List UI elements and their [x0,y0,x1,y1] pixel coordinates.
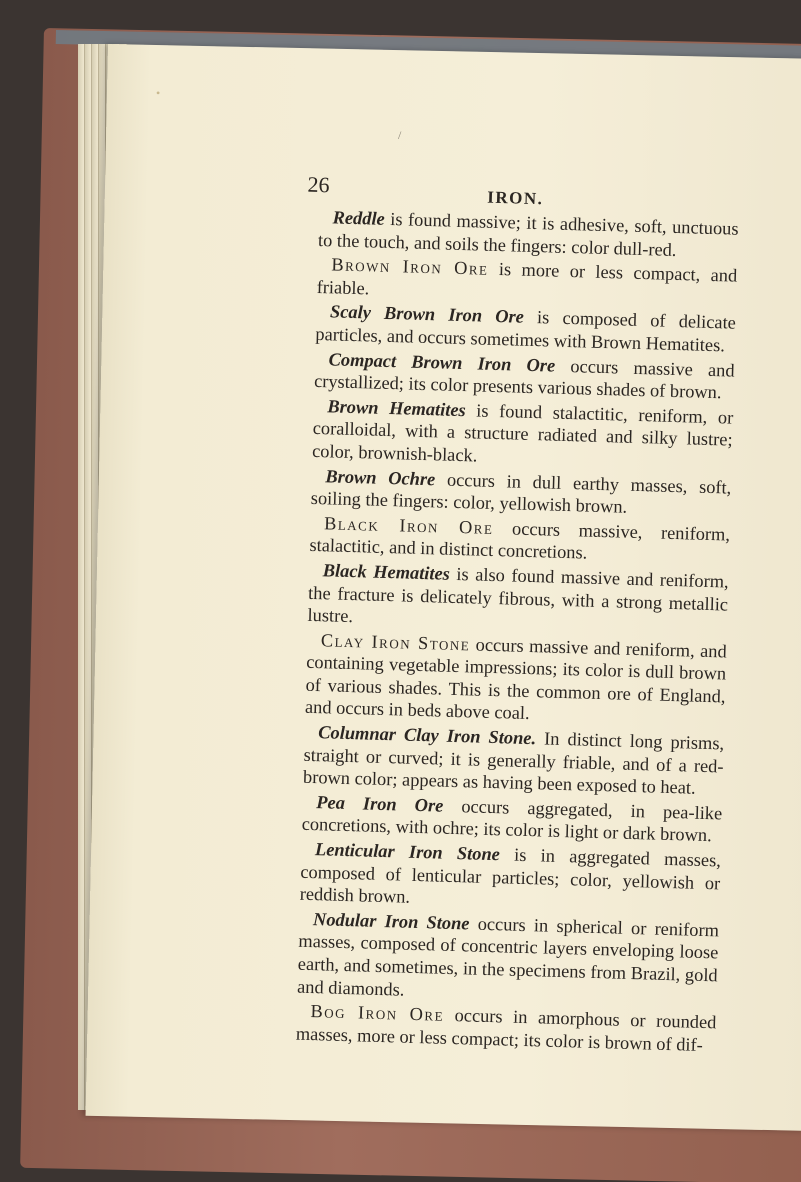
paragraph-text: is found massive; it is adhesive, soft, unctuous to the touch, and soils the fingers: color dull-red. [317,208,739,260]
paragraph-text: occurs massive and crystallized; its color presents various shades of brown. [313,355,735,403]
paragraph [297,908,719,1010]
paragraph-text: is composed of delicate particles, and occurs sometimes with Brown Hematites. [315,307,737,356]
margin-speck: • [156,86,161,100]
paragraph-text: occurs massive and reniform, and containing vegetable impressions; its color is dull brown of various shades. This is the common ore of England, and occurs in beds above coal. [304,634,728,724]
paragraph [312,395,734,474]
pencil-mark: / [398,128,402,142]
mineral-term: Black Iron Ore [323,512,494,538]
paragraph-text: occurs massive, reniform, stalactitic, and in distinct concretions. [309,517,731,563]
paragraph-text: is in aggregated masses, composed of lenticular particles; color, yellowish or reddish brown. [299,844,722,908]
paragraph-text: is more or less compact, and friable. [316,258,738,299]
mineral-term: Columnar Clay Iron Stone. [318,722,537,749]
running-head: IRON. [487,187,544,209]
paragraph [296,1000,717,1057]
paragraph-text: In distinct long prisms, straight or curved; it is generally friable, and of a red-brown color; appears as having been exposed to heat. [302,728,725,798]
mineral-term: Brown Ochre [325,465,436,489]
paragraph-text: is found stalactitic, reniform, or coralloidal, with a structure radiated and silky lustre; color, brownish-black. [311,399,734,466]
mineral-term: Scaly Brown Iron Ore [329,301,525,328]
paragraph [303,721,725,800]
mineral-term: Brown Hematites [327,396,466,420]
paragraph-text: occurs aggregated, in pea-like concretions, with ochre; its color is light or dark brown. [301,795,723,846]
paragraph [299,838,721,917]
mineral-term: Compact Brown Iron Ore [328,348,556,376]
mineral-term: Brown Iron Ore [331,254,489,279]
mineral-term: Lenticular Iron Stone [314,839,501,865]
paragraph [307,559,729,638]
paragraph-text: occurs in dull earthy masses, soft, soiling the fingers: color, yellowish brown. [310,468,732,517]
mineral-term: Clay Iron Stone [320,629,471,655]
page-number: 26 [307,171,330,198]
mineral-term: Black Hematites [322,560,451,584]
page-text [296,170,740,1059]
paragraph-text: occurs in amorphous or rounded masses, more or less compact; its color is brown of dif- [295,1004,717,1055]
mineral-term: Reddle [332,207,386,229]
paragraph [305,629,727,731]
mineral-term: Nodular Iron Stone [312,908,470,934]
paragraph-text: occurs in spherical or reniform masses, composed of concentric layers enveloping loose earth, and sometimes, in the specimens from Brazil, gold and diamonds. [296,913,720,1000]
mineral-term: Pea Iron Ore [316,791,444,816]
paragraph-text: is also found massive and reniform, the fracture is delicately fibrous, with a strong metallic lustre. [307,563,729,627]
body-text [296,206,739,1057]
mineral-term: Bog Iron Ore [310,1001,445,1025]
